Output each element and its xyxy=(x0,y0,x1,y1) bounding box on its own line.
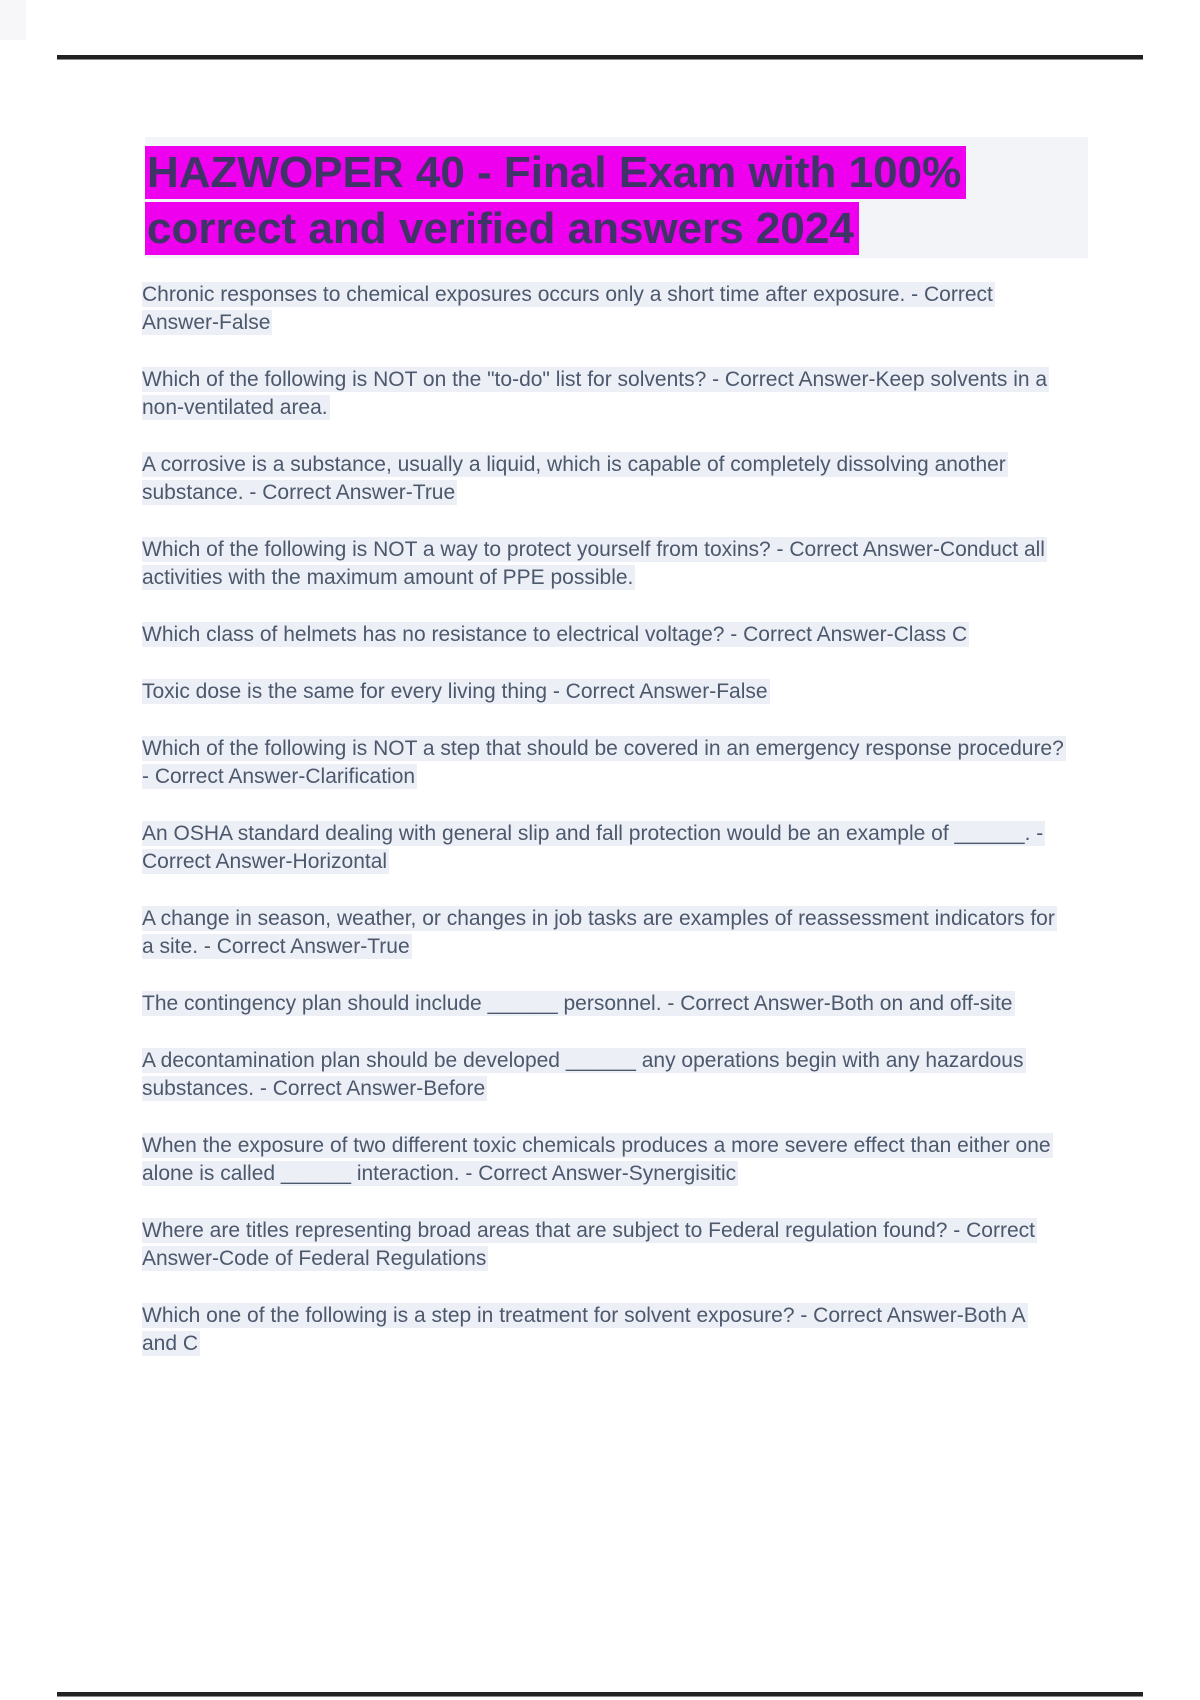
title-block xyxy=(145,137,1088,258)
qa-item: Which class of helmets has no resistance to electrical voltage? - Correct Answer-Class C xyxy=(142,623,968,646)
qa-item: Toxic dose is the same for every living thing - Correct Answer-False xyxy=(142,680,768,703)
qa-item: Chronic responses to chemical exposures occurs only a short time after exposure. - Correct Answer-False xyxy=(142,283,993,334)
page-title: HAZWOPER 40 - Final Exam with 100% correct and verified answers 2024 xyxy=(145,146,966,255)
qa-item: A corrosive is a substance, usually a liquid, which is capable of completely dissolving another substance. - Correct Answer-True xyxy=(142,453,1006,504)
qa-item: Where are titles representing broad areas that are subject to Federal regulation found? - Correct Answer-Code of Federal Regulations xyxy=(142,1219,1035,1270)
qa-item: Which of the following is NOT a step that should be covered in an emergency response procedure? - Correct Answer-Clarification xyxy=(142,737,1064,788)
scan-corner-artifact xyxy=(0,0,26,40)
top-rule xyxy=(57,55,1143,60)
qa-item: A decontamination plan should be developed ______ any operations begin with any hazardous substances. - Correct Answer-Before xyxy=(142,1049,1024,1100)
qa-list xyxy=(142,281,1064,1387)
qa-item: Which of the following is NOT on the "to-do" list for solvents? - Correct Answer-Keep solvents in a non-ventilated area. xyxy=(142,368,1048,419)
qa-item: The contingency plan should include ______ personnel. - Correct Answer-Both on and off-site xyxy=(142,992,1013,1015)
bottom-rule xyxy=(57,1692,1143,1697)
qa-item: A change in season, weather, or changes in job tasks are examples of reassessment indicators for a site. - Correct Answer-True xyxy=(142,907,1055,958)
qa-item: Which of the following is NOT a way to protect yourself from toxins? - Correct Answer-Conduct all activities with the maximum amount of PPE possible. xyxy=(142,538,1045,589)
qa-item: When the exposure of two different toxic chemicals produces a more severe effect than either one alone is called ______ interaction. - Correct Answer-Synergisitic xyxy=(142,1134,1051,1185)
qa-item: Which one of the following is a step in treatment for solvent exposure? - Correct Answer-Both A and C xyxy=(142,1304,1026,1355)
qa-item: An OSHA standard dealing with general slip and fall protection would be an example of ______. - Correct Answer-Horizontal xyxy=(142,822,1044,873)
